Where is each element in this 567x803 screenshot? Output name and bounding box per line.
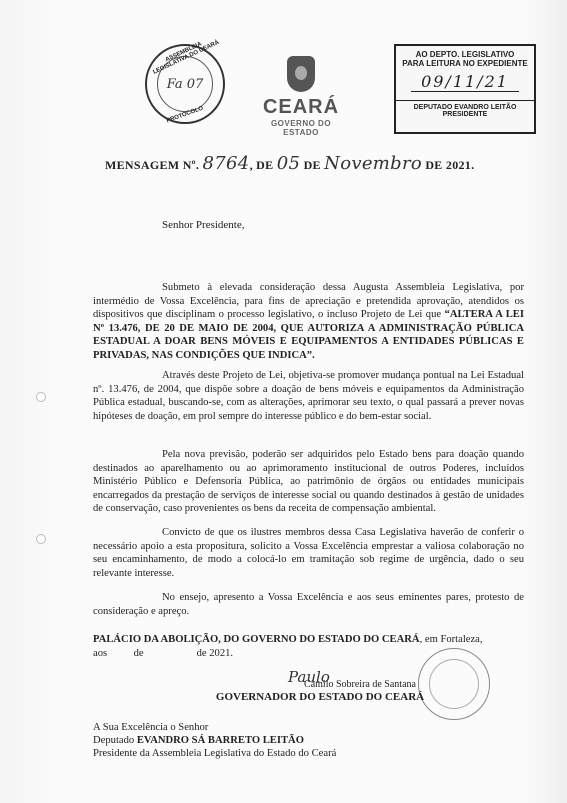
paragraph-4: Convicto de que os ilustres membros dessa Casa Legislativa haverão de conferir o necessário apoio a esta propositura, solicito a Vossa Excelência emprestar a valiosa colaboração no seu encaminhamento, de modo a colocá-lo em tramitação sob regime de urgência, dado o seu relevante interesse. <box>93 527 524 579</box>
closing-city: , em Fortaleza, <box>419 634 483 645</box>
dispatch-line4: PRESIDENTE <box>442 111 488 118</box>
palace-name: PALÁCIO DA ABOLIÇÃO, DO GOVERNO DO ESTADO DO CEARÁ <box>93 634 420 645</box>
message-de1: , DE <box>249 158 274 172</box>
punch-hole <box>36 392 46 402</box>
dispatch-line1: AO DEPTO. LEGISLATIVO <box>415 50 515 59</box>
addressee-prefix: Deputado <box>93 735 137 746</box>
message-de2: DE <box>303 158 321 172</box>
government-logo <box>261 56 341 137</box>
paragraph-1 <box>93 281 524 363</box>
signer-name: Camilo Sobreira de Santana <box>304 679 416 690</box>
message-header <box>105 153 505 174</box>
protocol-stamp <box>145 39 225 125</box>
closing-date: aos de de 2021. <box>93 647 234 659</box>
stamp-top-text: ASSEMBLEIA LEGISLATIVA DO CEARÁ <box>152 39 221 76</box>
bill-title: “ALTERA A LEI Nº 13.476, DE 20 DE MAIO DE 2004, QUE AUTORIZA A ADMINISTRAÇÃO PÚBLICA ESTADUAL A DOAR BENS MÓVEIS E EQUIPAMENTOS A ENTIDADES PÚBLICAS E PRIVADAS, NAS CONDIÇÕES QUE INDICA”. <box>93 309 524 361</box>
addressee-block <box>93 721 336 760</box>
salutation: Senhor Presidente, <box>162 219 245 231</box>
dispatch-line3: DEPUTADO EVANDRO LEITÃO <box>396 100 534 111</box>
logo-name: CEARÁ <box>262 96 340 118</box>
addressee-line2 <box>93 734 336 747</box>
signer-role: GOVERNADOR DO ESTADO DO CEARÁ <box>215 691 425 703</box>
stamp-bottom-text: PROTOCOLO <box>165 105 205 125</box>
stamp-signature: Fa 07 <box>166 76 204 92</box>
message-day: 05 <box>276 153 301 174</box>
message-month: Novembro <box>324 153 423 174</box>
message-number: 8764 <box>202 153 250 174</box>
dispatch-date: 09/11/21 <box>411 72 519 92</box>
paragraph-5: No ensejo, apresento a Vossa Excelência e aos seus eminentes pares, protesto de consideração e apreço. <box>93 592 524 617</box>
message-prefix: MENSAGEM Nº. <box>105 158 200 172</box>
paragraph-3: Pela nova previsão, poderão ser adquiridos pelo Estado bens para doação quando destinados ao aparelhamento ou ao aprimoramento institucional de outros Poderes, incluídos Ministério Público e Defensoria Pública, ao patrimônio de órgãos ou entidades municipais encarregados da prestação de serviços de interesse social ou quando destinados à gestão de unidades de conservação, caso provenientes os bens da receita de compensação ambiental. <box>93 449 524 515</box>
paragraph-2: Através deste Projeto de Lei, objetiva-se promover mudança pontual na Lei Estadual nº. 13.476, de 2004, que dispõe sobre a doação de bens móveis e equipamentos da Administração Pública estadual, buscando-se, com as alterações, aprimorar seu texto, o qual passará a prever novas hipóteses de doação, em prol sempre do interesse público e do bem-estar social. <box>93 370 524 422</box>
logo-subtitle: GOVERNO DO ESTADO <box>270 119 332 137</box>
paragraph-1-text: Submeto à elevada consideração dessa Augusta Assembleia Legislativa, por intermédio de Vossa Excelência, para fins de apreciação e pretendida aprovação, atendidos os dispositivos que disciplinam o processo legislativo, o incluso Projeto de Lei que <box>93 282 524 321</box>
dispatch-stamp <box>394 44 536 134</box>
signature-scribble: Paulo <box>288 668 330 686</box>
addressee-name: EVANDRO SÁ BARRETO LEITÃO <box>136 735 304 746</box>
crest-icon <box>287 56 315 92</box>
punch-hole <box>36 534 46 544</box>
addressee-line1: A Sua Excelência o Senhor <box>93 722 209 733</box>
dispatch-line2: PARA LEITURA NO EXPEDIENTE <box>402 59 528 68</box>
message-year: DE 2021. <box>425 158 475 172</box>
addressee-line3: Presidente da Assembleia Legislativa do Estado do Ceará <box>93 748 337 759</box>
